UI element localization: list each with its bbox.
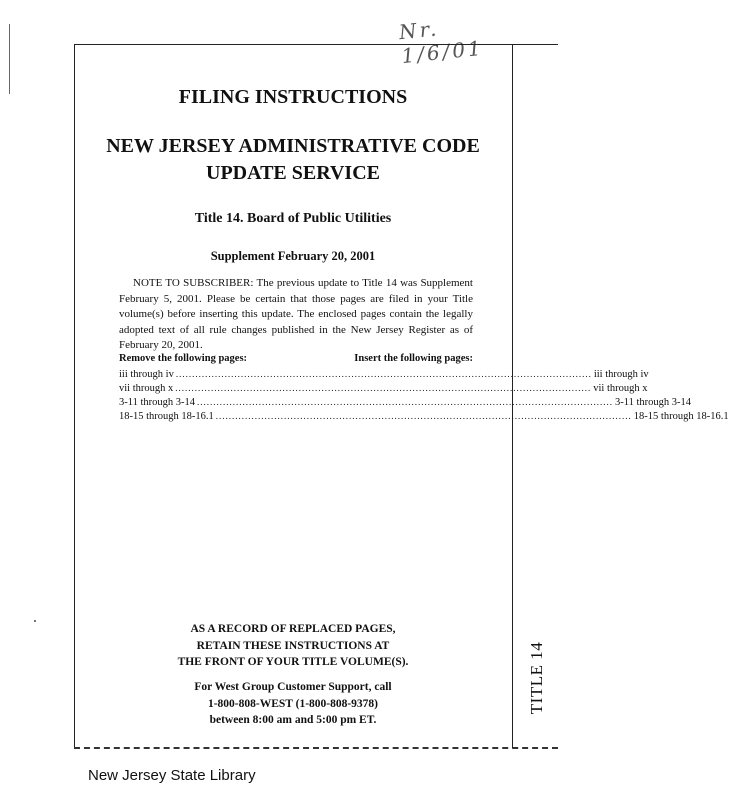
support-info — [74, 679, 512, 729]
table-row — [119, 409, 729, 423]
remove-pages: 3-11 through 3-14 — [119, 397, 196, 408]
table-header — [119, 352, 473, 367]
record-notice — [74, 621, 512, 671]
record-line: AS A RECORD OF REPLACED PAGES, — [190, 623, 396, 635]
dot-leader: ................................................................................................................................ — [215, 411, 632, 421]
dot-leader: ................................................................................................................................ — [175, 383, 592, 393]
dot-leader: ................................................................................................................................ — [197, 397, 614, 407]
insert-pages: vii through x — [593, 383, 648, 394]
remove-pages: vii through x — [119, 383, 174, 394]
note-text: NOTE TO SUBSCRIBER: The previous update to Title 14 was Supplement February 5, 2001. Please be certain that those pages are filed in your Title volume(s) before inserting this update. The enclosed pages contain the legally adopted text of all rule changes published in the New Jersey Register as of February 20, 2001. — [119, 277, 473, 351]
handwritten-stamp: Nr. 1/6/01 — [397, 16, 485, 69]
library-footer: New Jersey State Library — [88, 767, 256, 784]
page-frame-bottom — [74, 747, 558, 749]
support-hours: between 8:00 am and 5:00 pm ET. — [209, 714, 377, 726]
subtitle-line: UPDATE SERVICE — [206, 162, 380, 184]
support-line: For West Group Customer Support, call — [194, 681, 392, 693]
title-name: Title 14. Board of Public Utilities — [194, 211, 392, 226]
remove-header: Remove the following pages: — [119, 353, 248, 364]
title-tab — [523, 632, 551, 724]
pages-table — [119, 352, 729, 423]
table-row — [119, 381, 648, 395]
remove-pages: iii through iv — [119, 369, 174, 380]
scan-margin-line — [9, 24, 10, 94]
supplement-date: Supplement February 20, 2001 — [210, 249, 376, 263]
support-phone: 1-800-808-WEST (1-800-808-9378) — [207, 697, 379, 710]
subscriber-note — [119, 276, 473, 354]
dot-leader: ................................................................................................................................ — [175, 369, 592, 379]
page-frame-top — [74, 44, 558, 45]
tab-label: TITLE 14 — [527, 641, 546, 715]
insert-pages: iii through iv — [593, 369, 649, 380]
table-row — [119, 367, 649, 381]
document-subtitle — [74, 133, 512, 187]
table-row — [119, 395, 692, 409]
insert-header: Insert the following pages: — [354, 353, 473, 364]
insert-pages: 3-11 through 3-14 — [615, 397, 692, 408]
page-title: FILING INSTRUCTIONS — [178, 86, 408, 108]
subtitle-line: NEW JERSEY ADMINISTRATIVE CODE — [106, 135, 480, 157]
insert-pages: 18-15 through 18-16.1 — [633, 411, 729, 422]
remove-pages: 18-15 through 18-16.1 — [119, 411, 214, 422]
record-line: THE FRONT OF YOUR TITLE VOLUME(S). — [177, 656, 409, 668]
scan-speck — [34, 620, 36, 622]
record-line: RETAIN THESE INSTRUCTIONS AT — [196, 639, 390, 652]
